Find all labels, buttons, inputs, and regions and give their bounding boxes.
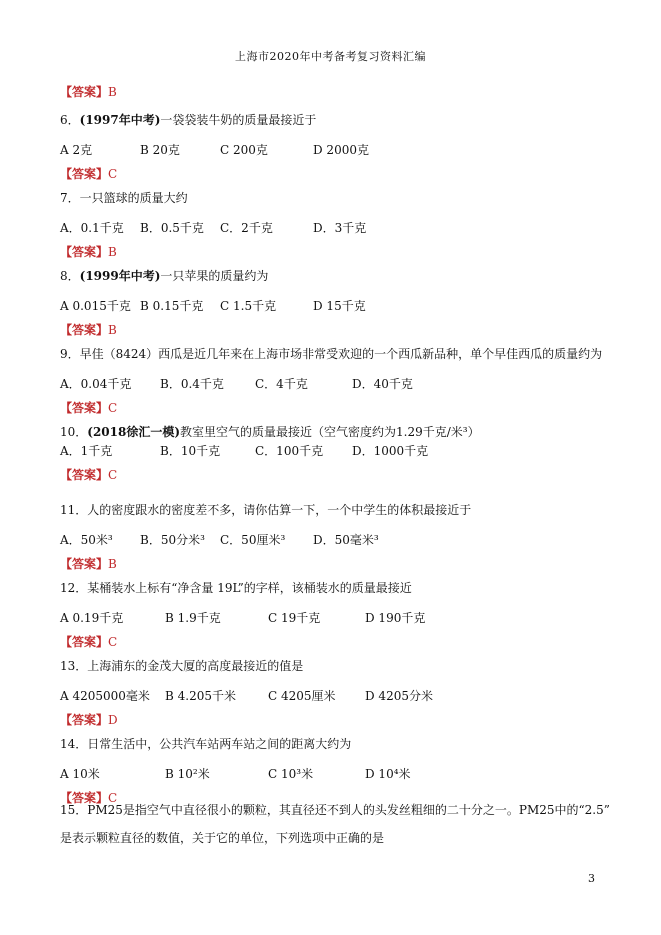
page-number: 3 (588, 872, 595, 885)
question-source-tag: (2018徐汇一模) (87, 425, 181, 439)
option-d: D 10⁴米 (365, 767, 411, 781)
question-stem (60, 190, 188, 206)
option-d: D．50毫米³ (313, 533, 379, 547)
answer-value: B (108, 323, 117, 337)
question-text: 一只苹果的质量约为 (160, 269, 269, 283)
option-c: C 4205厘米 (268, 689, 336, 703)
answer-value: C (108, 635, 118, 649)
answer-line (60, 244, 117, 260)
option-b: B．50分米³ (140, 533, 205, 547)
option-a: A．1千克 (60, 444, 113, 458)
question-number: 11． (60, 503, 88, 517)
answer-value: C (108, 401, 118, 415)
answer-value: C (108, 167, 118, 181)
question-source-tag: (1997年中考) (79, 113, 161, 127)
answer-value: B (108, 245, 117, 259)
question-text: 日常生活中，公共汽车站两车站之间的距离大约为 (87, 737, 352, 751)
answer-line (60, 712, 118, 728)
question-stem (60, 424, 480, 440)
option-d: D 15千克 (313, 299, 366, 313)
answer-line (60, 400, 117, 416)
option-c: C．4千克 (255, 377, 308, 391)
option-a: A．0.04千克 (60, 377, 132, 391)
answer-tag: 【答案】 (60, 401, 109, 415)
question-stem (60, 268, 268, 284)
answer-value: C (108, 791, 118, 805)
question-text: 教室里空气的质量最接近（空气密度约为1.29千克/米³） (180, 425, 480, 439)
question-stem (60, 736, 351, 752)
option-a: A 4205000毫米 (60, 689, 150, 703)
answer-tag: 【答案】 (60, 323, 109, 337)
question-stem (60, 658, 303, 674)
question-number: 10． (60, 425, 88, 439)
question-stem (60, 502, 471, 518)
option-b: B 10²米 (165, 767, 210, 781)
question-number: 7． (60, 191, 80, 205)
option-b: B 20克 (140, 143, 180, 157)
option-b: B．10千克 (160, 444, 221, 458)
question-text: 一只篮球的质量大约 (79, 191, 188, 205)
option-d: D．40千克 (352, 377, 413, 391)
answer-tag: 【答案】 (60, 635, 109, 649)
answer-tag: 【答案】 (60, 245, 109, 259)
question-number: 14． (60, 737, 88, 751)
answer-value: C (108, 468, 118, 482)
option-a: A．50米³ (60, 533, 113, 547)
option-b: B．0.4千克 (160, 377, 224, 391)
option-d: D 4205分米 (365, 689, 433, 703)
answer-line (60, 556, 117, 572)
answer-tag: 【答案】 (60, 557, 109, 571)
question-15-line-2: 是表示颗粒直径的数值，关于它的单位，下列选项中正确的是 (60, 831, 385, 845)
question-number: 13． (60, 659, 88, 673)
option-c: C 200克 (220, 143, 268, 157)
answer-tag: 【答案】 (60, 468, 109, 482)
question-text: 上海浦东的金茂大厦的高度最接近的值是 (87, 659, 304, 673)
option-c: C 19千克 (268, 611, 321, 625)
answer-tag: 【答案】 (60, 167, 109, 181)
answer-line (60, 84, 117, 100)
option-d: D．3千克 (313, 221, 367, 235)
question-text: 早佳（8424）西瓜是近几年来在上海市场非常受欢迎的一个西瓜新品种，单个早佳西瓜的质量约为 (79, 347, 603, 361)
answer-value: B (108, 85, 117, 99)
option-b: B 1.9千克 (165, 611, 221, 625)
answer-value: D (108, 713, 118, 727)
option-a: A 0.19千克 (60, 611, 124, 625)
option-a: A 0.015千克 (60, 299, 131, 313)
answer-tag: 【答案】 (60, 791, 109, 805)
option-a: A 10米 (60, 767, 100, 781)
option-c: C．50厘米³ (220, 533, 286, 547)
option-c: C 1.5千克 (220, 299, 277, 313)
question-number: 9． (60, 347, 80, 361)
question-text: 一袋袋装牛奶的质量最接近于 (160, 113, 317, 127)
answer-line (60, 322, 117, 338)
option-d: D．1000千克 (352, 444, 429, 458)
question-15-line-1: 15．PM25是指空气中直径很小的颗粒，其直径还不到人的头发丝粗细的二十分之一。PM25中的“2.5” (60, 803, 610, 817)
answer-line (60, 467, 117, 483)
option-a: A．0.1千克 (60, 221, 124, 235)
option-d: D 190千克 (365, 611, 426, 625)
answer-tag: 【答案】 (60, 85, 109, 99)
answer-value: B (108, 557, 117, 571)
option-c: C．100千克 (255, 444, 324, 458)
question-number: 8． (60, 269, 80, 283)
option-a: A 2克 (60, 143, 93, 157)
question-number: 6． (60, 113, 80, 127)
question-number: 12． (60, 581, 88, 595)
answer-line (60, 166, 117, 182)
question-source-tag: (1999年中考) (79, 269, 161, 283)
answer-tag: 【答案】 (60, 713, 109, 727)
option-b: B 0.15千克 (140, 299, 204, 313)
question-stem (60, 346, 602, 362)
page-header: 上海市2020年中考备考复习资料汇编 (235, 50, 426, 63)
question-stem (60, 112, 316, 128)
question-stem (60, 580, 412, 596)
option-b: B 4.205千米 (165, 689, 236, 703)
option-b: B．0.5千克 (140, 221, 204, 235)
option-c: C 10³米 (268, 767, 314, 781)
option-c: C．2千克 (220, 221, 273, 235)
answer-line (60, 634, 117, 650)
question-text: 人的密度跟水的密度差不多，请你估算一下，一个中学生的体积最接近于 (87, 503, 472, 517)
option-d: D 2000克 (313, 143, 369, 157)
question-text: 某桶装水上标有“净含量 19L”的字样，该桶装水的质量最接近 (87, 581, 412, 595)
